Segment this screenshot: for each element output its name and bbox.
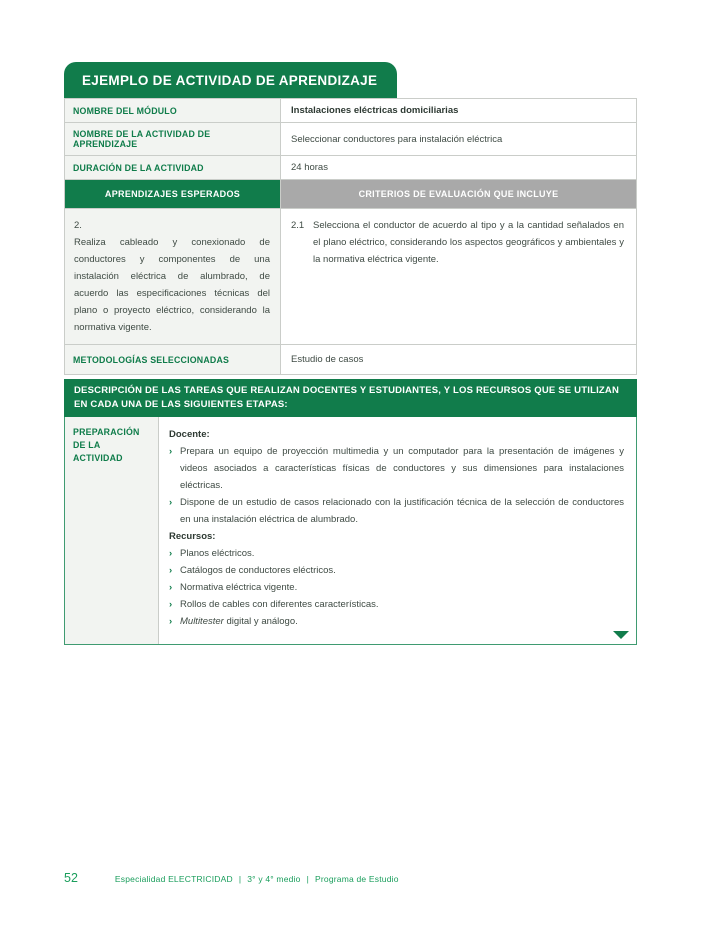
evaluation-criteria-cell xyxy=(281,209,637,345)
learning-content-row xyxy=(65,209,637,345)
document-page xyxy=(64,62,637,645)
bullet-icon: › xyxy=(169,497,173,508)
column-header-row xyxy=(65,180,637,209)
list-item: › Multitester digital y análogo. xyxy=(169,613,624,630)
docente-heading: Docente: xyxy=(169,429,210,440)
bullet-icon: › xyxy=(169,548,173,559)
description-banner xyxy=(64,379,637,417)
list-item: › Rollos de cables con diferentes características. xyxy=(169,596,624,613)
multitester-italic: Multitester xyxy=(180,616,224,627)
description-banner-text: DESCRIPCIÓN DE LAS TAREAS QUE REALIZAN DOCENTES Y ESTUDIANTES, Y LOS RECURSOS QUE SE UTILIZAN EN CADA UNA DE LAS SIGUIENTES ETAPAS: xyxy=(74,385,620,410)
title-banner xyxy=(64,62,397,98)
stage-content xyxy=(159,417,636,644)
bullet-icon: › xyxy=(169,616,173,627)
list-item: › Planos eléctricos. xyxy=(169,545,624,562)
list-item: › Dispone de un estudio de casos relacionado con la justificación técnica de la selección de conductores en una instalación eléctrica de alumbrado. xyxy=(169,494,624,528)
bullet-icon: › xyxy=(169,599,173,610)
footer-specialty: Especialidad ELECTRICIDAD xyxy=(114,874,233,884)
table-row xyxy=(65,345,637,375)
table-row xyxy=(65,156,637,180)
title-banner-text: EJEMPLO DE ACTIVIDAD DE APRENDIZAJE xyxy=(82,73,378,88)
recursos-heading: Recursos: xyxy=(169,531,216,542)
evaluation-criteria-header: CRITERIOS DE EVALUACIÓN QUE INCLUYE xyxy=(281,180,637,209)
activity-name-label: NOMBRE DE LA ACTIVIDAD DE APRENDIZAJE xyxy=(65,123,281,156)
table-row xyxy=(65,123,637,156)
bullet-icon: › xyxy=(169,446,173,457)
footer-grade: 3° y 4° medio xyxy=(247,874,301,884)
criteria-text: Selecciona el conductor de acuerdo al tipo y a la cantidad señalados en el plano eléctrico, considerando los aspectos geográficos y ambientales y la normativa eléctrica vigente. xyxy=(313,220,624,265)
page-number: 52 xyxy=(64,871,78,885)
expected-learning-number: 2. xyxy=(74,220,82,231)
duration-value: 24 horas xyxy=(281,156,637,180)
bullet-icon: › xyxy=(169,582,173,593)
activity-info-table xyxy=(64,98,637,375)
activity-name-value: Seleccionar conductores para instalación eléctrica xyxy=(281,123,637,156)
methodology-label: METODOLOGÍAS SELECCIONADAS xyxy=(65,345,281,375)
footer-program: Programa de Estudio xyxy=(315,874,399,884)
table-continues-triangle-icon xyxy=(613,631,629,639)
expected-learning-text: Realiza cableado y conexionado de conductores y componentes de una instalación eléctrica de alumbrado, de acuerdo las especificaciones técnicas del plano o proyecto eléctrico, considerando la normativa vigente. xyxy=(74,237,270,333)
table-row xyxy=(65,99,637,123)
criteria-number: 2.1 xyxy=(291,220,305,231)
page-footer xyxy=(64,871,637,885)
bullet-icon: › xyxy=(169,565,173,576)
duration-label: DURACIÓN DE LA ACTIVIDAD xyxy=(65,156,281,180)
module-name-label: NOMBRE DEL MÓDULO xyxy=(65,99,281,123)
expected-learning-cell xyxy=(65,209,281,345)
list-item: › Prepara un equipo de proyección multimedia y un computador para la presentación de imágenes y videos asociados a características físicas de conductores y sus dimensiones para instalaciones eléctricas. xyxy=(169,443,624,494)
module-name-value: Instalaciones eléctricas domiciliarias xyxy=(281,99,637,123)
expected-learning-header: APRENDIZAJES ESPERADOS xyxy=(65,180,281,209)
footer-text: Especialidad ELECTRICIDAD | 3° y 4° medio | Programa de Estudio xyxy=(114,874,399,884)
preparation-table xyxy=(64,417,637,645)
list-item: › Normativa eléctrica vigente. xyxy=(169,579,624,596)
stage-label: PREPARACIÓN DE LA ACTIVIDAD xyxy=(65,417,159,644)
list-item: › Catálogos de conductores eléctricos. xyxy=(169,562,624,579)
methodology-value: Estudio de casos xyxy=(281,345,637,375)
